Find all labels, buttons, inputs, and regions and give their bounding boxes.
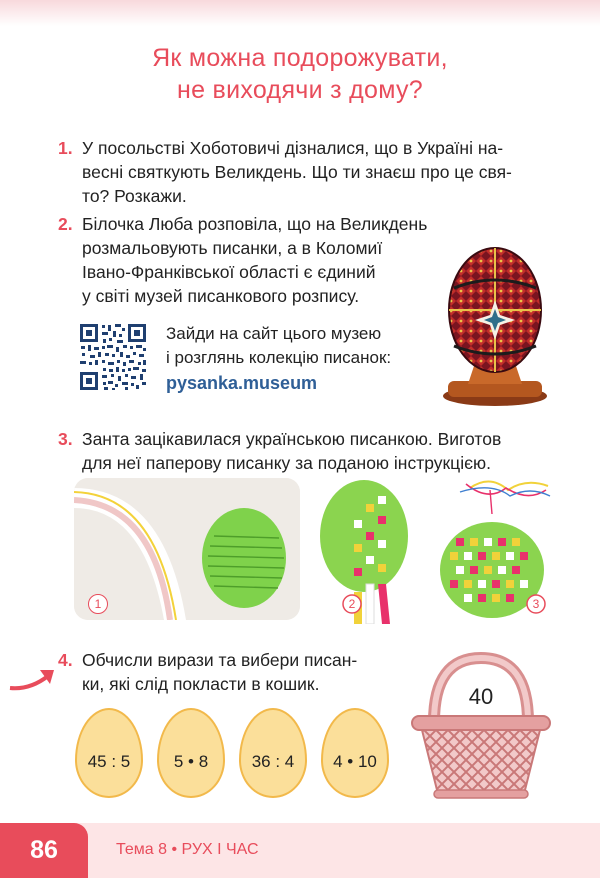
museum-line: Зайди на сайт цього музею (166, 324, 382, 343)
basket-value: 40 (468, 684, 494, 709)
task-line: У посольстві Хоботовичі дізналися, що в Україні на- (82, 138, 504, 158)
page-number: 86 (0, 823, 88, 878)
museum-line: і розглянь колекцію писанок: (166, 348, 392, 367)
page-title (0, 42, 600, 106)
task-number: 4. (58, 650, 73, 670)
task-line: розмальовують писанки, а в Коломиї (82, 238, 383, 258)
task-line: Обчисли вирази та вибери писан- (82, 650, 358, 670)
task-line: Івано-Франківської області є єдиний (82, 262, 376, 282)
task-line: то? Розкажи. (82, 186, 187, 206)
expression-text: 4 • 10 (333, 752, 377, 771)
task-text (82, 427, 501, 475)
finished-paper-pysanka (430, 474, 556, 624)
task-text (82, 136, 512, 208)
arrow-pointer-icon (8, 664, 58, 694)
expression-text: 5 • 8 (173, 752, 209, 771)
task-line: весні святкують Великдень. Що ти знаєш про це свя- (82, 162, 512, 182)
expression-egg[interactable] (157, 708, 225, 798)
task-4 (58, 648, 398, 698)
task-number: 1. (58, 138, 73, 158)
museum-instruction (166, 322, 391, 370)
title-line-1: Як можна подорожувати, (152, 44, 448, 72)
task-number: 2. (58, 214, 73, 234)
expression-egg[interactable] (75, 708, 143, 798)
task-line: для неї паперову писанку за поданою інструкцією. (82, 453, 492, 473)
task-text (82, 212, 427, 308)
task-number: 3. (58, 429, 73, 449)
paper-egg-cut-image (74, 478, 300, 620)
task-text (82, 648, 357, 696)
step-number-badge: 1 (88, 594, 108, 614)
expression-egg[interactable] (239, 708, 307, 798)
step-number-badge: 2 (348, 597, 356, 611)
expression-egg[interactable] (321, 708, 389, 798)
basket-icon[interactable] (406, 652, 556, 802)
qr-code-icon[interactable] (78, 322, 148, 392)
title-line-2: не виходячи з дому? (176, 76, 423, 104)
topic-label: Тема 8 • РУХ І ЧАС (116, 841, 259, 858)
expression-text: 36 : 4 (251, 752, 295, 771)
task-line: Білочка Люба розповіла, що на Великдень (82, 214, 428, 234)
step-1-photo (74, 478, 300, 620)
task-1 (58, 136, 558, 210)
task-3 (58, 427, 558, 477)
expression-text: 45 : 5 (87, 752, 131, 771)
museum-link[interactable]: pysanka.museum (166, 373, 318, 393)
footer-band (0, 823, 600, 878)
task-2 (58, 212, 438, 310)
task-line: у світі музей писанкового розпису. (82, 286, 360, 306)
pysanka-egg-icon (436, 236, 554, 408)
task-line: ки, які слід покласти в кошик. (82, 674, 320, 694)
task-line: Занта зацікавилася українською писанкою. Виготов (82, 429, 502, 449)
paper-egg-weaving-step (308, 474, 428, 624)
step-number-badge: 3 (532, 597, 540, 611)
top-band (0, 0, 600, 26)
